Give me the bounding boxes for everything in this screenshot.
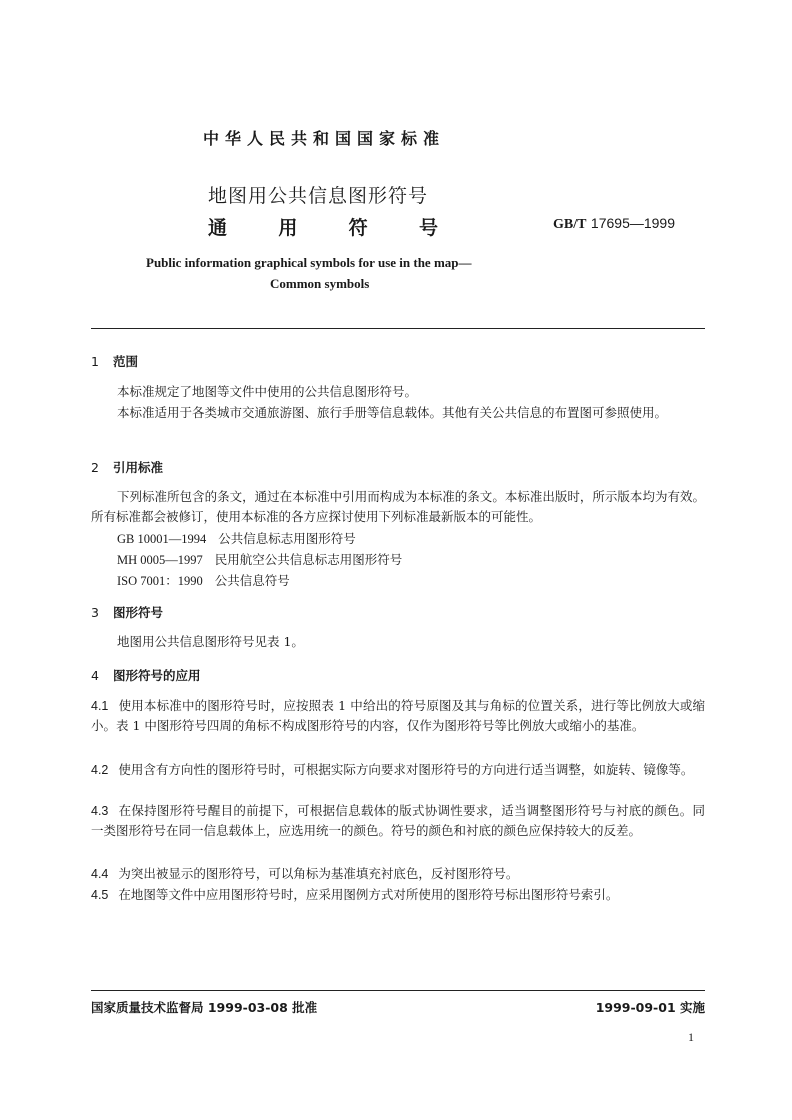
section-heading-2 (91, 458, 163, 476)
clause-text: 在地图等文件中应用图形符号时，应采用图例方式对所使用的图形符号标出图形符号索引。 (118, 887, 619, 902)
title-char: 符 (348, 217, 368, 239)
title-chinese-line1: 地图用公共信息图形符号 (208, 185, 429, 207)
reference-name: 公共信息标志用图形符号 (218, 531, 356, 546)
clause-4-1 (91, 696, 705, 736)
title-english-line2: Common symbols (270, 276, 370, 291)
title-char: 通 (208, 217, 228, 239)
footer-divider (91, 990, 705, 991)
clause-4-3 (91, 801, 705, 841)
reference-code: ISO 7001：1990 (117, 574, 203, 588)
section-title: 图形符号的应用 (113, 668, 201, 683)
standard-prefix: GB/T (553, 217, 587, 232)
reference-item (117, 571, 290, 589)
clause-number: 4.2 (91, 763, 109, 777)
section-heading-1 (91, 352, 138, 370)
clause-number: 4.4 (91, 867, 109, 881)
section-number: 2 (91, 460, 99, 475)
section-number: 1 (91, 354, 99, 369)
clause-4-2 (91, 760, 705, 780)
section-heading-3 (91, 603, 163, 621)
title-chinese-line2 (208, 213, 438, 240)
effective-date-line: 1999-09-01 实施 (595, 1000, 705, 1015)
clause-number: 4.5 (91, 888, 109, 902)
paragraph: 本标准适用于各类城市交通旅游图、旅行手册等信息载体。其他有关公共信息的布置图可参照使用。 (117, 405, 668, 420)
reference-code: GB 10001—1994 (117, 532, 207, 546)
reference-name: 公共信息符号 (214, 573, 290, 588)
clause-text: 在保持图形符号醒目的前提下，可根据信息载体的版式协调性要求，适当调整图形符号与衬底的颜色。同一类图形符号在同一信息载体上，应选用统一的颜色。符号的颜色和衬底的颜色应保持较大的反差。 (91, 803, 705, 838)
paragraph: 本标准规定了地图等文件中使用的公共信息图形符号。 (117, 384, 418, 399)
title-char: 号 (418, 217, 438, 239)
paragraph: 下列标准所包含的条文，通过在本标准中引用而构成为本标准的条文。本标准出版时，所示版本均为有效。所有标准都会被修订，使用本标准的各方应探讨使用下列标准最新版本的可能性。 (91, 489, 705, 524)
reference-item (117, 550, 402, 568)
reference-code: MH 0005—1997 (117, 553, 203, 567)
section-number: 4 (91, 668, 99, 683)
clause-text: 使用含有方向性的图形符号时，可根据实际方向要求对图形符号的方向进行适当调整，如旋转、镜像等。 (118, 762, 694, 777)
reference-name: 民用航空公共信息标志用图形符号 (214, 552, 403, 567)
section-number: 3 (91, 605, 99, 620)
clause-text: 使用本标准中的图形符号时，应按照表 1 中给出的符号原图及其与角标的位置关系，进行等比例放大或缩小。表 1 中图形符号四周的角标不构成图形符号的内容，仅作为图形符号等比例放大或缩小的基准。 (91, 698, 705, 733)
page-number: 1 (688, 1030, 694, 1044)
standard-org-heading: 中华人民共和国国家标准 (202, 129, 445, 148)
paragraph: 地图用公共信息图形符号见表 1。 (117, 634, 304, 649)
reference-item (117, 529, 356, 547)
clause-4-4 (91, 864, 705, 884)
section-title: 范围 (113, 354, 139, 369)
section-title: 引用标准 (113, 460, 164, 475)
header-divider (91, 328, 705, 329)
clause-4-5 (91, 885, 705, 905)
clause-text: 为突出被显示的图形符号，可以角标为基准填充衬底色，反衬图形符号。 (118, 866, 519, 881)
approval-line: 国家质量技术监督局 1999-03-08 批准 (91, 1000, 318, 1015)
section-heading-4 (91, 666, 201, 684)
standard-number (553, 215, 675, 233)
clause-number: 4.3 (91, 804, 109, 818)
section-title: 图形符号 (113, 605, 164, 620)
standard-code: 17695—1999 (590, 215, 675, 231)
title-english-line1: Public information graphical symbols for use in the map— (146, 255, 472, 270)
title-char: 用 (278, 217, 298, 239)
clause-number: 4.1 (91, 699, 109, 713)
